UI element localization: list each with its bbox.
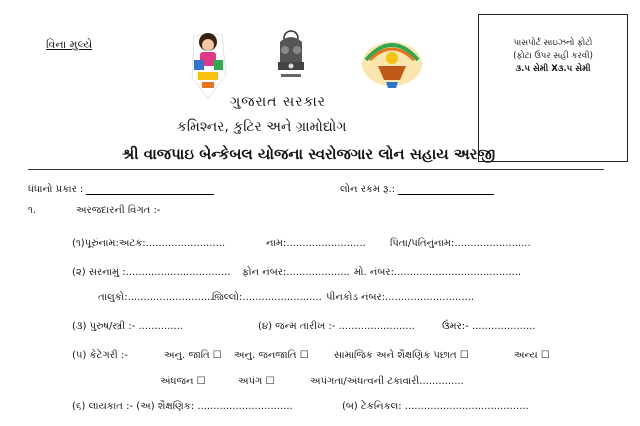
phone-field[interactable]: ફોન નંબર:.................... — [242, 267, 350, 278]
photo-placeholder-box — [478, 14, 628, 162]
taluka-field[interactable]: તાલુકો:............................. — [98, 292, 220, 303]
national-emblem-icon — [270, 28, 312, 88]
education-qualification-field[interactable]: (૬) લાયકાત :- (અ) શૈક્ષણિક: .............................. — [72, 401, 293, 412]
business-type-field[interactable] — [86, 194, 214, 195]
gramodyog-logo — [356, 30, 428, 92]
pincode-field[interactable]: પીનકોડ નંબર:............................ — [326, 292, 475, 303]
photo-note-line1: પાસપોર્ટ સાઇઝનો ફોટો — [513, 38, 593, 48]
address-field[interactable]: (૨) સરનામું :................................. — [72, 267, 231, 278]
loan-amount-field[interactable] — [398, 194, 494, 195]
father-husband-name-field[interactable]: પિતા/પતિનુંનામ:........................ — [390, 238, 531, 249]
photo-note-line2: (ફોટા ઉપર સહી કરવી) — [513, 51, 593, 61]
section-number: ૧. — [28, 205, 37, 216]
loan-amount-row — [340, 184, 494, 195]
disability-percentage-field[interactable]: અપંગતા/અંધત્વની ટકાવારી.............. — [310, 376, 464, 387]
gender-field[interactable]: (૩) પુરુષ/સ્ત્રી :- .............. — [72, 321, 183, 332]
blind-checkbox[interactable]: અંધજન ☐ — [160, 376, 206, 387]
age-field[interactable]: ઉંમર:- .................... — [442, 321, 536, 332]
commissioner-name: કમિશ્નર, કુટિર અને ગ્રામોદ્યોગ — [177, 119, 347, 135]
business-type-row — [28, 184, 214, 195]
mobile-field[interactable]: મો. નંબર:........................................ — [354, 267, 522, 278]
disabled-checkbox[interactable]: અપંગ ☐ — [238, 376, 275, 387]
category-label: (૫) કેટેગરી :- — [72, 350, 128, 361]
form-title: શ્રી વાજપાઇ બેન્કેબલ યોજના સ્વરોજગાર લોન સહાય અરજી — [122, 145, 496, 163]
district-field[interactable]: જિલ્લો:......................... — [212, 292, 322, 303]
government-name: ગુજરાત સરકાર — [230, 94, 326, 110]
category-other-checkbox[interactable]: અન્ય ☐ — [514, 350, 550, 361]
technical-qualification-field[interactable]: (બ) ટેકનિકલ: ....................................... — [342, 401, 529, 412]
business-type-label: ધંધાનો પ્રકાર : — [28, 184, 84, 195]
category-st-checkbox[interactable]: અનુ. જનજાતિ ☐ — [234, 350, 309, 361]
free-of-cost-label: વિના મુલ્યે — [46, 38, 93, 51]
name-field[interactable]: નામ:......................... — [266, 238, 366, 249]
birth-date-field[interactable]: (૪) જન્મ તારીખ :- ........................ — [258, 321, 415, 332]
category-sebc-checkbox[interactable]: સામાજિક અને શૈક્ષણિક પછાત ☐ — [334, 350, 469, 361]
header-separator — [28, 169, 604, 170]
section-title: અરજદારની વિગત :- — [76, 205, 161, 216]
girl-logo — [186, 26, 230, 100]
surname-field[interactable]: (૧)પૂરુંનામ:અટક:......................... — [72, 238, 226, 249]
photo-note-line3: ૩.૫ સેમી X૩.૫ સેમી — [515, 64, 591, 74]
loan-amount-label: લોન રકમ રૂ.: — [340, 184, 396, 195]
category-sc-checkbox[interactable]: અનુ. જાતિ ☐ — [164, 350, 222, 361]
